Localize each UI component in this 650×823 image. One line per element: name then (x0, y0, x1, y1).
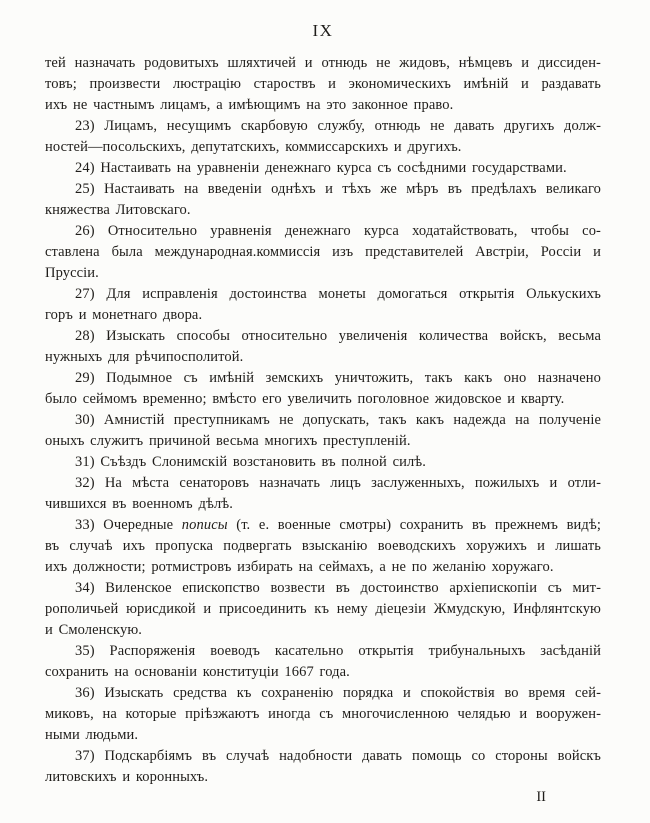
text-block (45, 53, 601, 788)
text-line: 30) Амнистій преступникамъ не допускать, такъ какъ надежда на полученіе (75, 412, 601, 428)
paragraph (45, 410, 601, 452)
text-line: и Смоленскую. (45, 622, 143, 638)
signature-mark: II (536, 789, 546, 805)
text-line: 25) Настаивать на введеніи однѣхъ и тѣхъ же мѣръ въ предѣлахъ великаго (75, 181, 601, 197)
paragraph (45, 158, 601, 179)
italic-term: пописы (181, 517, 228, 533)
text-line: ностей—посольскихъ, депутатскихъ, коммиссарскихъ и другихъ. (45, 139, 462, 155)
text-line: рополичьей юрисдикой и присоединить къ нему діецезіи Жмудскую, Инфлянтскую (45, 601, 601, 617)
text-line: 27) Для исправленія достоинства монеты домогаться открытія Олькускихъ (75, 286, 601, 302)
text-line: ихъ должности; ротмистровъ избирать на сеймахъ, а не по желанію хоружаго. (45, 559, 554, 575)
paragraph (45, 116, 601, 158)
text-line: литовскихъ и коронныхъ. (45, 769, 209, 785)
text-line: ными людьми. (45, 727, 139, 743)
text-line: 29) Подымное съ имѣній земскихъ уничтожить, такъ какъ оно назначено (75, 370, 601, 386)
paragraph (45, 53, 601, 116)
text-line: 26) Относительно уравненія денежнаго курса ходатайствовать, чтобы со- (75, 223, 601, 239)
text-line: тей назначать родовитыхъ шляхтичей и отнюдь не жидовъ, нѣмцевъ и диссиден- (45, 55, 601, 71)
paragraph (45, 221, 601, 284)
text-line: 28) Изыскать способы относительно увеличенія количества войскъ, весьма (75, 328, 601, 344)
text-line: ихъ не частнымъ лицамъ, а имѣющимъ на это законное право. (45, 97, 454, 113)
paragraph (45, 326, 601, 368)
text-line: чившихся въ военномъ дѣлѣ. (45, 496, 233, 512)
text-line: 34) Виленское епископство возвести въ достоинство архіепископіи съ мит- (75, 580, 601, 596)
text-line: княжества Литовскаго. (45, 202, 191, 218)
text-segment: (т. е. военные смотры) сохранить въ прежнемъ видѣ; (227, 517, 601, 533)
text-line: 36) Изыскать средства къ сохраненію порядка и спокойствія во время сей- (75, 685, 601, 701)
paragraph (45, 578, 601, 641)
text-segment: 33) Очередные (75, 517, 182, 533)
paragraph (45, 284, 601, 326)
text-line: оныхъ служитъ причиной весьма многихъ преступленій. (45, 433, 411, 449)
text-line: горъ и монетнаго двора. (45, 307, 203, 323)
page-header-numeral: IX (312, 21, 334, 40)
text-line: сохранить на основаніи конституціи 1667 года. (45, 664, 350, 680)
paragraph (45, 452, 601, 473)
text-line: Пруссіи. (45, 265, 99, 281)
text-line (45, 515, 601, 536)
text-line: нужныхъ для рѣчипосполитой. (45, 349, 244, 365)
text-line: 35) Распоряженія воеводъ касательно открытія трибунальныхъ засѣданій (75, 643, 601, 659)
text-line: было сеймомъ временно; вмѣсто его увеличить поголовное жидовское и кварту. (45, 391, 565, 407)
text-line: 32) На мѣста сенаторовъ назначать лицъ заслуженныхъ, пожилыхъ и отли- (75, 475, 601, 491)
text-line: товъ; произвести люстрацію староствъ и экономическихъ имѣній и раздавать (45, 76, 601, 92)
text-line: въ случаѣ ихъ пропуска подвергать взысканію воеводскихъ хоружихъ и лишать (45, 538, 601, 554)
text-line: 37) Подскарбіямъ въ случаѣ надобности давать помощь со стороны войскъ (75, 748, 601, 764)
paragraph (45, 368, 601, 410)
paragraph (45, 683, 601, 746)
paragraph (45, 515, 601, 578)
paragraph (45, 179, 601, 221)
paragraph (45, 641, 601, 683)
text-line: 24) Настаивать на уравненіи денежнаго курса съ сосѣдними государствами. (75, 160, 567, 176)
text-line: 23) Лицамъ, несущимъ скарбовую службу, отнюдь не давать другихъ долж- (75, 118, 601, 134)
paragraph (45, 473, 601, 515)
text-line: ставлена была международная.коммиссія изъ представителей Австріи, Россіи и (45, 244, 601, 260)
text-line: миковъ, на которые пріѣзжаютъ иногда съ многочисленною челядью и вооружен- (45, 706, 601, 722)
text-line: 31) Съѣздъ Слонимскій возстановить въ полной силѣ. (75, 454, 426, 470)
paragraph (45, 746, 601, 788)
